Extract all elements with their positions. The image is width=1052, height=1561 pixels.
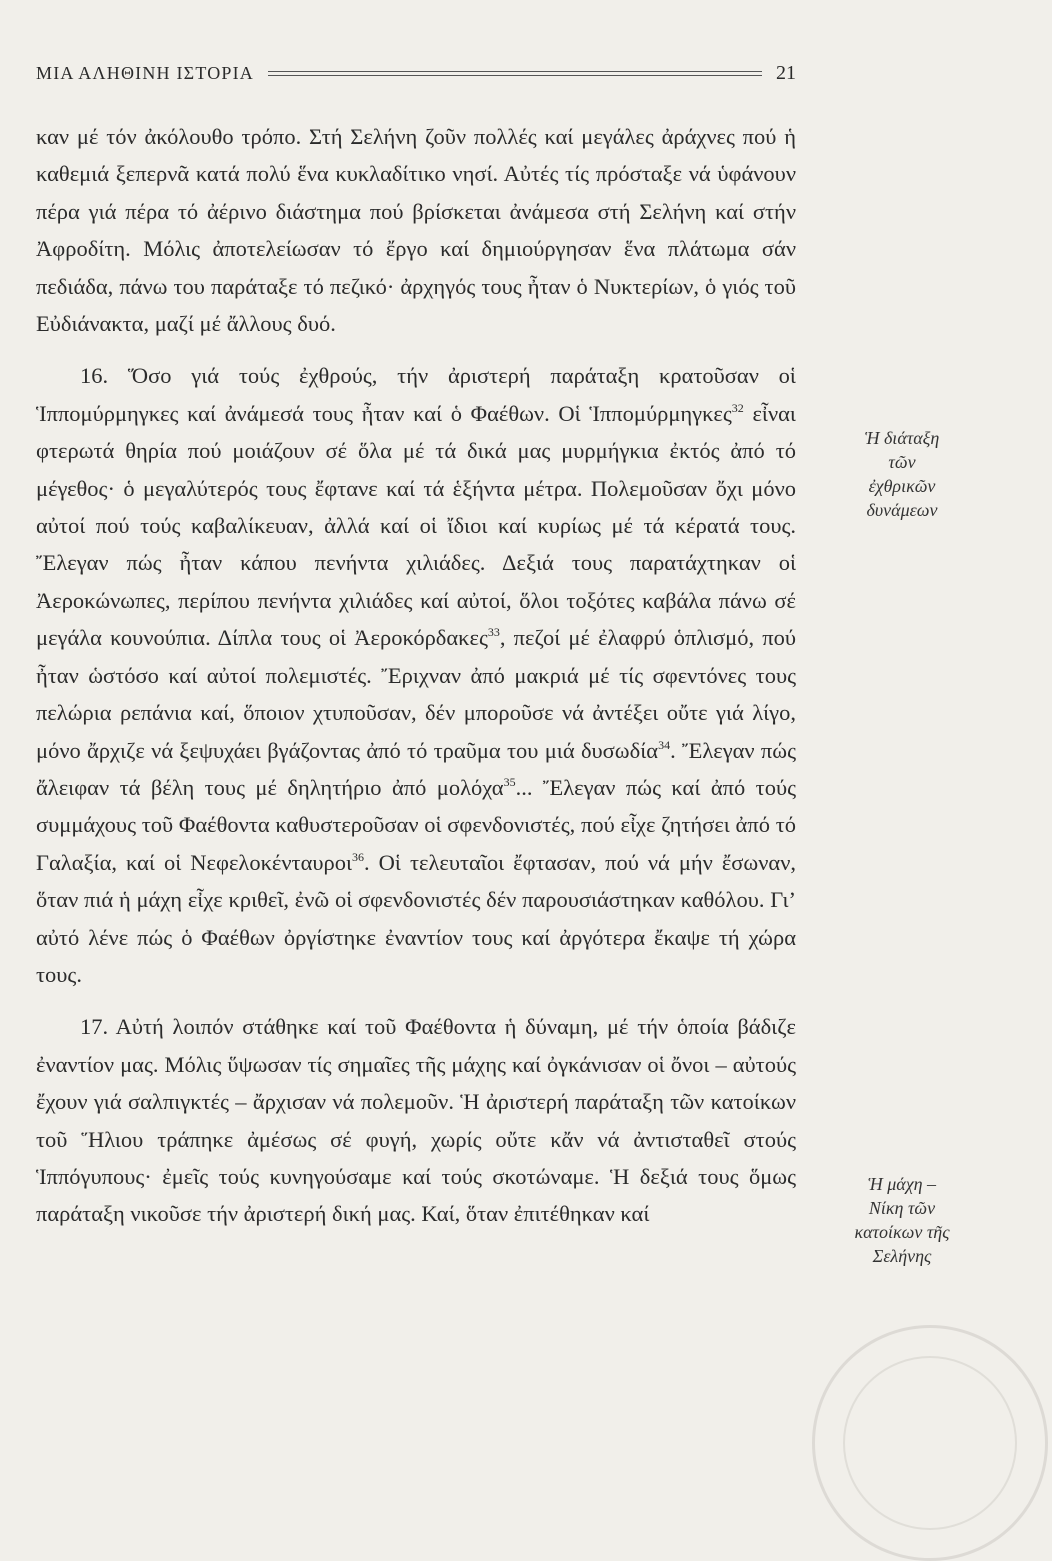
paragraph-number: 16. [80,363,109,389]
page-number: 21 [776,61,796,84]
paragraph-text: καν μέ τόν ἀκόλουθο τρόπο. Στή Σελήνη ζοῦν πολλές καί μεγάλες ἀράχνες πού ἡ καθεμιά ξεπερνᾶ κατά πολύ ἕνα κυκλαδίτικο νησί. Αὐτές τίς πρόσταξε νά ὑφάνουν πέρα γιά πέρα τό ἀέρινο διάστημα πού βρίσκεται ἀνάμεσα στή Σελήνη καί στήν Ἀφροδίτη. Μόλις ἀποτελείωσαν τό ἔργο καί δημιούργησαν ἕνα πλάτωμα σάν πεδιάδα, πάνω του παράταξε τό πεζικό· ἀρχηγός τους ἦταν ὁ Νυκτερίων, ὁ γιός τοῦ Εὐδιάνακτα, μαζί μέ ἄλλους δυό. [36,124,796,337]
footnote-ref-33: 33 [487,625,500,640]
paragraph-text: ... Ἔλεγαν πώς καί ἀπό τούς συμμάχους τοῦ Φαέθοντα καθυστεροῦσαν οἱ σφενδονιστές, πού εἶχε ζητήσει ἀπό τό Γαλαξία, καί οἱ Νεφελοκένταυροι [36,774,796,875]
paragraph-text: Αὐτή λοιπόν στάθηκε καί τοῦ Φαέθοντα ἡ δύναμη, μέ τήν ὁποία βάδιζε ἐναντίον μας. Μόλις ὕψωσαν τίς σημαῖες τῆς μάχης καί ὀγκάνισαν οἱ ὄνοι – αὐτούς ἔχουν γιά σαλπιγκτές – ἄρχισαν νά πολεμοῦν. Ἡ ἀριστερή παράταξη τῶν κατοίκων τοῦ Ἥλιου τράπηκε ἀμέσως σέ φυγή, χωρίς οὔτε κἄν νά ἀντισταθεῖ στούς Ἱππόγυπους· ἐμεῖς τούς κυνηγούσαμε καί τούς σκοτώναμε. Ἡ δεξιά τους ὅμως παράταξη νικοῦσε τήν ἀριστερή δική μας. Καί, ὅταν ἐπιτέθηκαν καί [36,1014,797,1227]
paragraph-text: , πεζοί μέ ἐλαφρύ ὁπλισμό, πού ἦταν ὡστόσο καί αὐτοί πολεμιστές. Ἔριχναν ἀπό μακριά μέ τίς σφεντόνες τους πελώρια ρεπάνια καί, ὅποιον χτυποῦσαν, δέν μποροῦσε νά ἀντέξει οὔτε γιά λίγο, μόνο ἄρχιζε νά ξεψυχάει βγάζοντας ἀπό τό τραῦμα του μιά δυσωδία [36,625,796,763]
margin-note-enemy-forces [812,426,992,522]
running-title: ΜΙΑ ΑΛΗΘΙΝΗ ΙΣΤΟΡΙΑ [36,62,254,83]
paragraph-text: . Ἔλεγαν πώς ἄλειφαν τά βέλη τους μέ δηλητήριο ἀπό μολόχα [36,737,796,800]
margin-note-line: Νίκη τῶν [868,1198,936,1218]
paragraph-number: 17. [80,1014,109,1040]
header-rule [268,71,762,76]
margin-note-line: κατοίκων τῆς [854,1222,950,1242]
margin-note-battle [812,1172,992,1268]
main-text [36,118,796,1233]
paragraph-17 [36,1008,796,1232]
library-stamp [812,1325,1048,1561]
margin-note-line: Σελήνης [872,1246,932,1266]
margin-note-line: δυνάμεων [866,500,938,520]
footnote-ref-36: 36 [352,849,365,864]
paragraph-16 [36,357,796,993]
footnote-ref-35: 35 [503,774,516,789]
margin-note-line: Ἡ διάταξη [864,428,940,448]
paragraph-text: εἶναι φτερωτά θηρία πού μοιάζουν σέ ὅλα μέ τά δικά μας μυρμήγκια ἐκτός ἀπό τό μέγεθος· ὁ μεγαλύτερός τους ἔφτανε καί τά ἑξήντα μέτρα. Πολεμοῦσαν ὄχι μόνο αὐτοί πού τούς καβαλίκευαν, ἀλλά καί οἱ ἴδιοι καί κυρίως μέ τά κέρατά τους. Ἔλεγαν πώς ἦταν κάπου πενήντα χιλιάδες. Δεξιά τους παρατάχτηκαν οἱ Ἀεροκώνωπες, περίπου πενήντα χιλιάδες καί αὐτοί, ὅλοι τοξότες καβάλα πάνω σέ μεγάλα κουνούπια. Δίπλα τους οἱ Ἀεροκόρδακες [36,400,796,651]
footnote-ref-34: 34 [658,737,671,752]
paragraph-text: . Οἱ τελευταῖοι ἔφτασαν, πού νά μήν ἔσωναν, ὅταν πιά ἡ μάχη εἶχε κριθεῖ, ἐνῶ οἱ σφενδονιστές δέν παρουσιάστηκαν καθόλου. Γι’ αὐτό λένε πώς ὁ Φαέθων ὀργίστηκε ἐναντίον τους καί ἀργότερα ἔκαψε τή χώρα τους. [36,849,797,987]
footnote-ref-32: 32 [731,400,744,415]
paragraph-text: Ὅσο γιά τούς ἐχθρούς, τήν ἀριστερή παράταξη κρατοῦσαν οἱ Ἱππομύρμηγκες καί ἀνάμεσά τους ἦταν καί ὁ Φαέθων. Οἱ Ἱππομύρμηγκες [36,363,796,426]
margin-note-line: ἐχθρικῶν [868,476,936,496]
margin-note-line: Ἡ μάχη – [867,1174,937,1194]
page-header [36,58,796,88]
margin-note-line: τῶν [888,452,916,472]
paragraph-continued [36,118,796,342]
